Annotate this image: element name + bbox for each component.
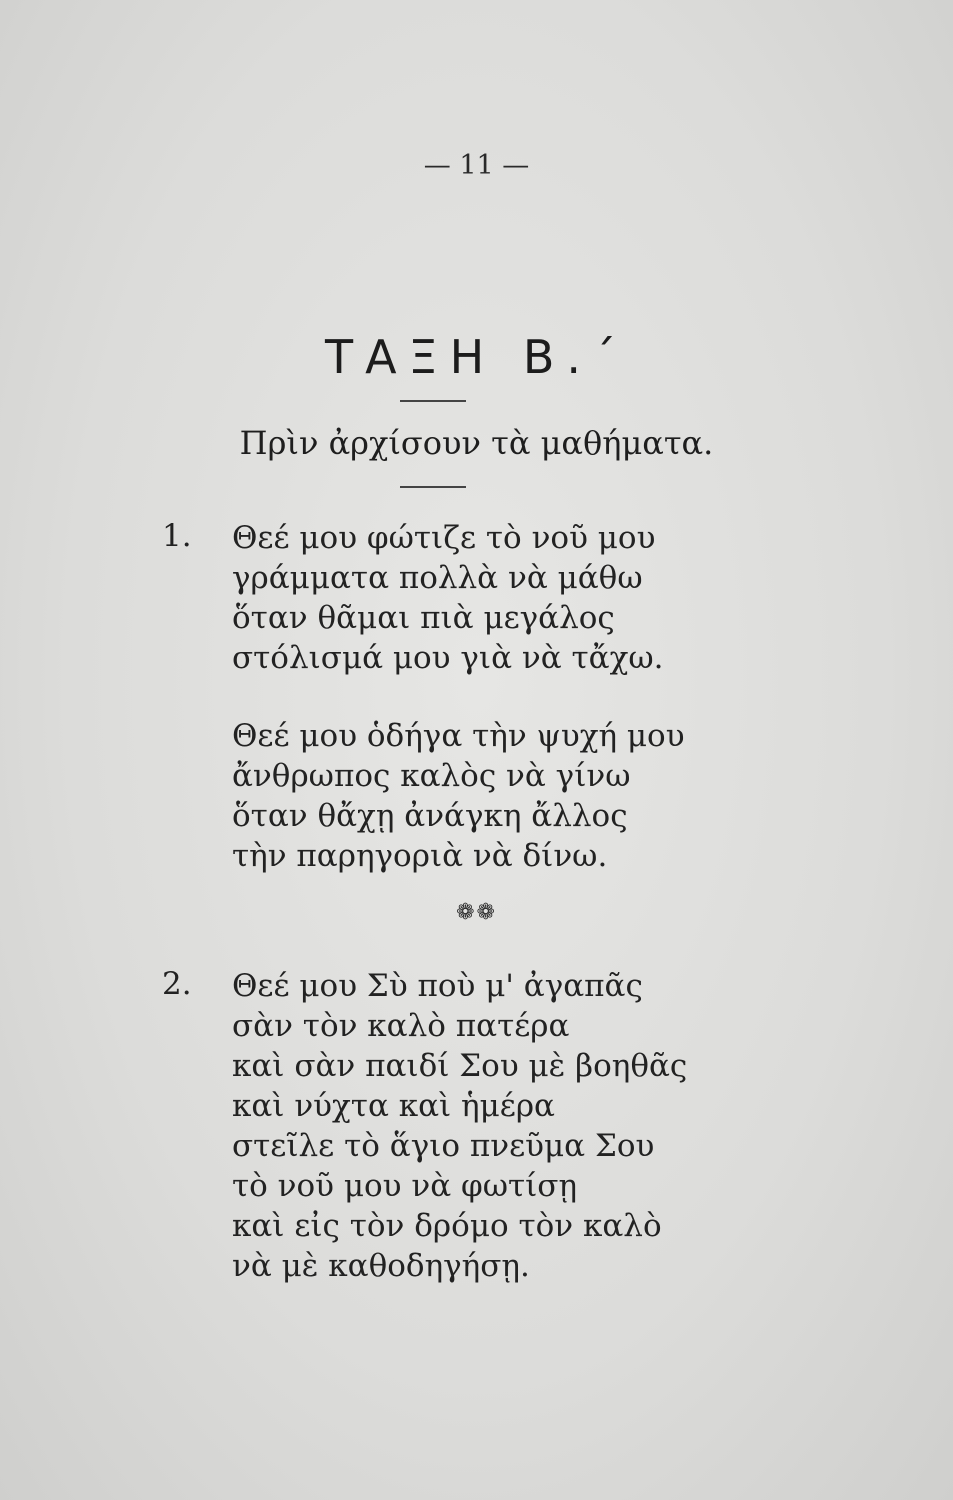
title-rule: [400, 400, 466, 402]
verse-line: σὰν τὸν καλὸ πατέρα: [232, 1008, 570, 1044]
verse-line: καὶ εἰς τὸν δρόμο τὸν καλὸ: [232, 1208, 662, 1244]
subtitle-rule: [400, 486, 466, 488]
verse-line: γράμματα πολλὰ νὰ μάθω: [232, 560, 643, 596]
verse-line: καὶ νύχτα καὶ ἡμέρα: [232, 1088, 555, 1124]
verse-line: Θεέ μου φώτιζε τὸ νοῦ μου: [232, 520, 656, 556]
verse-line: ὅταν θᾶμαι πιὰ μεγάλος: [232, 600, 615, 636]
stanza: [232, 716, 685, 876]
verse-line: ὅταν θἄχῃ ἀνάγκη ἄλλος: [232, 798, 628, 834]
verse-line: στόλισμά μου γιὰ νὰ τἄχω.: [232, 640, 664, 676]
verse-line: Θεέ μου Σὺ ποὺ μ' ἀγαπᾶς: [232, 968, 643, 1004]
verse-line: στεῖλε τὸ ἅγιο πνεῦμα Σου: [232, 1128, 655, 1164]
verse-line: τὸ νοῦ μου νὰ φωτίσῃ: [232, 1168, 578, 1204]
subtitle: Πρὶν ἀρχίσουν τὰ μαθήματα.: [239, 424, 714, 462]
page-number: — 11 —: [423, 150, 530, 181]
stanza: [232, 966, 687, 1286]
verse-line: Θεέ μου ὁδήγα τὴν ψυχή μου: [232, 718, 685, 754]
verse-line: καὶ σὰν παιδί Σου μὲ βοηθᾶς: [232, 1048, 688, 1084]
prayer-number: 2.: [162, 966, 192, 1002]
verse-line: τὴν παρηγοριὰ νὰ δίνω.: [232, 838, 608, 874]
stanza: [232, 518, 664, 678]
asterism-divider: ❁❁: [456, 900, 497, 925]
verse-line: νὰ μὲ καθοδηγήσῃ.: [232, 1248, 530, 1284]
section-title: ΤΑΞΗ Β.΄: [324, 330, 629, 384]
prayer-number: 1.: [162, 518, 192, 554]
verse-line: ἄνθρωπος καλὸς νὰ γίνω: [232, 758, 631, 794]
